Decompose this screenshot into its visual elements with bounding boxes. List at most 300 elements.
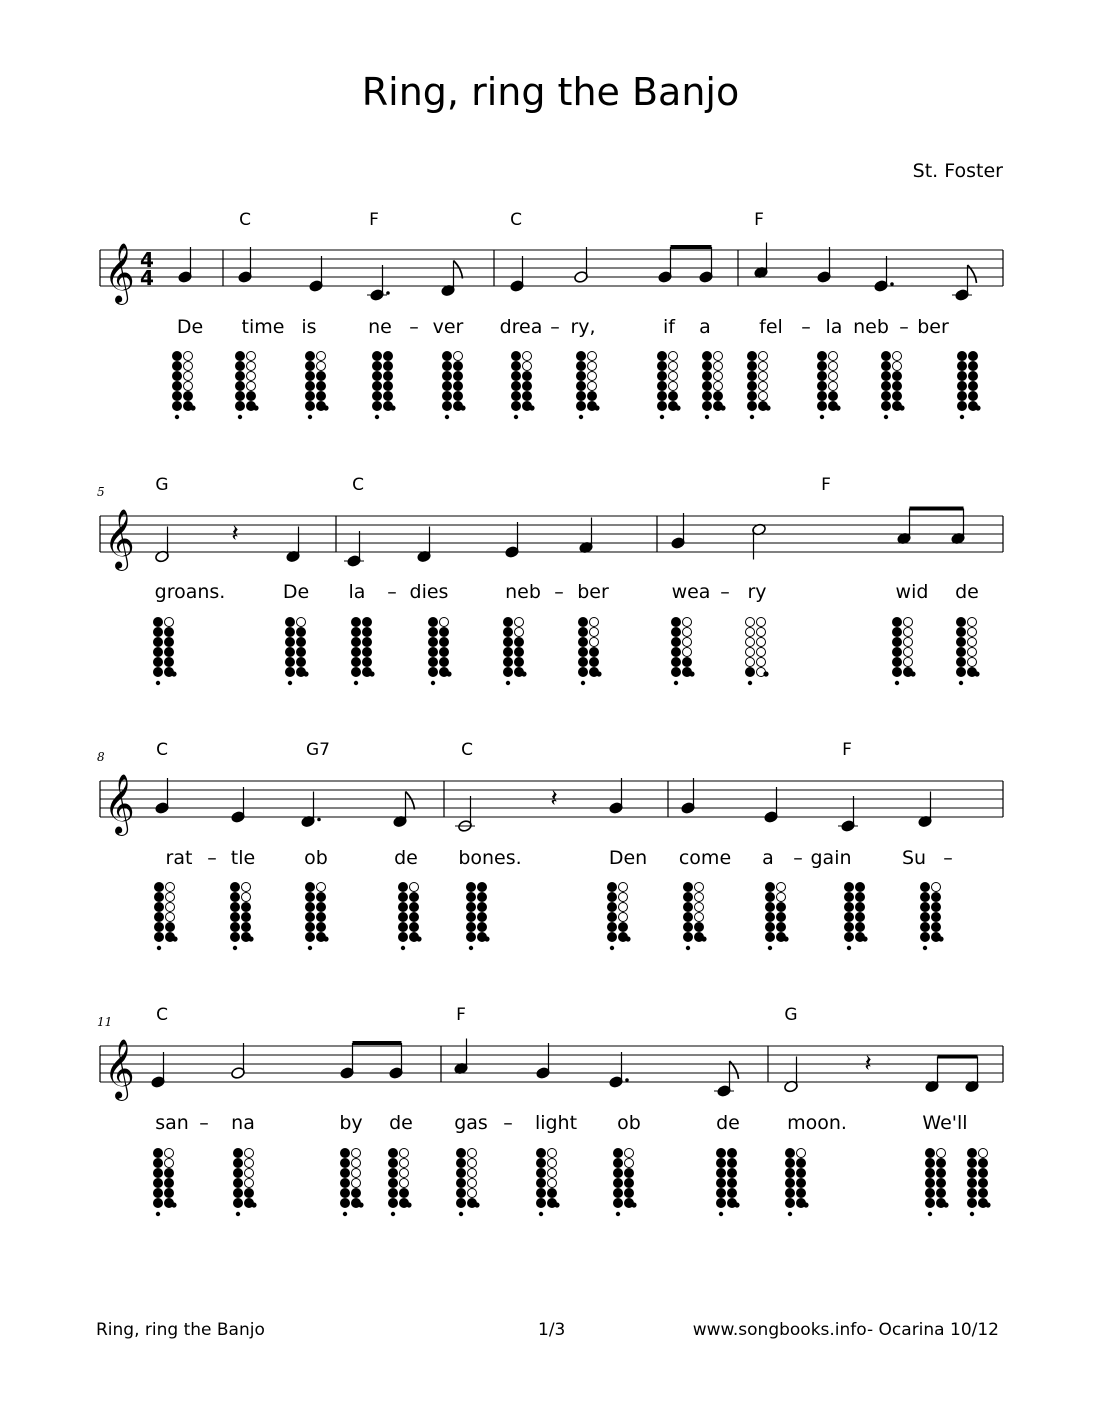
ocarina-fingering-icon — [154, 1149, 177, 1217]
thumb-hole — [484, 936, 489, 941]
fingering-hole — [625, 1169, 634, 1178]
fingering-hole — [717, 1159, 726, 1168]
fingering-hole — [373, 372, 382, 381]
fingering-hole — [317, 372, 326, 381]
fingering-hole — [389, 1179, 398, 1188]
ocarina-fingering-icon — [286, 618, 309, 686]
thumb-hole — [610, 946, 614, 950]
chord-symbol: C — [461, 740, 473, 760]
fingering-hole — [286, 658, 295, 667]
fingering-hole — [154, 1199, 163, 1208]
thumb-hole — [910, 671, 915, 676]
ocarina-fingering-icon — [882, 352, 905, 420]
fingering-hole — [242, 903, 251, 912]
fingering-hole — [454, 392, 463, 401]
fingering-hole — [968, 658, 977, 667]
thumb-hole — [303, 671, 308, 676]
fingering-hole — [317, 352, 326, 361]
lyric-syllable: if — [663, 316, 675, 338]
fingering-hole — [384, 372, 393, 381]
time-signature-bottom: 4 — [140, 266, 154, 290]
fingering-hole — [728, 1189, 737, 1198]
chord-symbol: C — [352, 475, 364, 495]
fingering-hole — [856, 883, 865, 892]
time-signature-top: 4 — [140, 248, 154, 272]
lyric-syllable: a — [699, 316, 711, 338]
fingering-hole — [625, 1159, 634, 1168]
fingering-hole — [829, 352, 838, 361]
fingering-hole — [306, 352, 315, 361]
thumb-hole — [157, 946, 161, 950]
lyric-syllable: gas — [454, 1112, 488, 1134]
thumb-hole — [596, 671, 601, 676]
fingering-hole — [757, 658, 766, 667]
fingering-hole — [173, 362, 182, 371]
fingering-hole — [165, 1159, 174, 1168]
fingering-hole — [317, 913, 326, 922]
fingering-hole — [236, 352, 245, 361]
fingering-hole — [467, 883, 476, 892]
fingering-hole — [373, 382, 382, 391]
ocarina-fingering-icon — [154, 618, 177, 686]
fingering-hole — [512, 392, 521, 401]
fingering-hole — [297, 638, 306, 647]
fingering-hole — [234, 1179, 243, 1188]
fingering-hole — [717, 1179, 726, 1188]
fingering-hole — [352, 628, 361, 637]
thumb-hole — [960, 415, 964, 419]
fingering-hole — [619, 893, 628, 902]
dot — [890, 282, 894, 286]
fingering-hole — [468, 1169, 477, 1178]
fingering-hole — [904, 638, 913, 647]
thumb-hole — [308, 415, 312, 419]
fingering-hole — [579, 618, 588, 627]
fingering-hole — [893, 668, 902, 677]
fingering-hole — [317, 392, 326, 401]
fingering-hole — [608, 893, 617, 902]
fingering-hole — [548, 1159, 557, 1168]
fingering-hole — [968, 1199, 977, 1208]
fingering-hole — [882, 402, 891, 411]
fingering-hole — [515, 618, 524, 627]
fingering-hole — [399, 923, 408, 932]
footer-source: www.songbooks.info- Ocarina 10/12 — [692, 1320, 999, 1340]
thumb-hole — [390, 405, 395, 410]
thumb-hole — [238, 415, 242, 419]
fingering-hole — [937, 1179, 946, 1188]
fingering-hole — [457, 1179, 466, 1188]
fingering-hole — [245, 1149, 254, 1158]
fingering-hole — [968, 1179, 977, 1188]
fingering-hole — [728, 1179, 737, 1188]
fingering-hole — [893, 618, 902, 627]
fingering-hole — [234, 1169, 243, 1178]
fingering-hole — [537, 1159, 546, 1168]
fingering-hole — [155, 893, 164, 902]
fingering-hole — [155, 933, 164, 942]
fingering-hole — [236, 382, 245, 391]
thumb-hole — [631, 1202, 636, 1207]
fingering-hole — [154, 1189, 163, 1198]
lyric-syllable: groans. — [154, 581, 226, 603]
thumb-hole — [156, 1212, 160, 1216]
thumb-hole — [369, 671, 374, 676]
fingering-hole — [786, 1189, 795, 1198]
fingering-hole — [797, 1189, 806, 1198]
fingering-hole — [399, 903, 408, 912]
fingering-hole — [893, 382, 902, 391]
lyric-syllable: de — [955, 581, 979, 603]
lyric-syllable: gain — [810, 847, 852, 869]
fingering-hole — [165, 648, 174, 657]
fingering-hole — [317, 362, 326, 371]
fingering-hole — [352, 658, 361, 667]
fingering-hole — [457, 1189, 466, 1198]
fingering-hole — [777, 913, 786, 922]
lyric-syllable: neb — [853, 316, 889, 338]
lyric-syllable: – — [554, 581, 564, 603]
fingering-hole — [672, 658, 681, 667]
fingering-hole — [537, 1199, 546, 1208]
fingering-hole — [957, 658, 966, 667]
fingering-hole — [926, 1169, 935, 1178]
fingering-hole — [247, 362, 256, 371]
fingering-hole — [454, 382, 463, 391]
thumb-hole — [820, 415, 824, 419]
fingering-hole — [669, 382, 678, 391]
fingering-hole — [306, 362, 315, 371]
fingering-hole — [845, 913, 854, 922]
fingering-hole — [717, 1189, 726, 1198]
fingering-hole — [757, 618, 766, 627]
fingering-hole — [234, 1149, 243, 1158]
fingering-hole — [579, 638, 588, 647]
ocarina-fingering-icon — [921, 883, 944, 951]
fingering-hole — [512, 352, 521, 361]
ocarina-fingering-icon — [512, 352, 535, 420]
chord-symbol: G — [155, 475, 169, 495]
fingering-hole — [384, 392, 393, 401]
fingering-hole — [166, 913, 175, 922]
fingering-hole — [515, 628, 524, 637]
fingering-hole — [231, 903, 240, 912]
fingering-hole — [893, 658, 902, 667]
fingering-hole — [234, 1189, 243, 1198]
fingering-hole — [467, 913, 476, 922]
fingering-hole — [684, 923, 693, 932]
thumb-hole — [514, 415, 518, 419]
ocarina-fingering-icon — [579, 618, 602, 686]
fingering-hole — [695, 883, 704, 892]
fingering-hole — [504, 638, 513, 647]
fingering-hole — [165, 1149, 174, 1158]
fingering-hole — [625, 1189, 634, 1198]
ocarina-fingering-icon — [373, 352, 396, 420]
lyric-syllable: na — [231, 1112, 255, 1134]
fingering-hole — [979, 1169, 988, 1178]
fingering-hole — [856, 903, 865, 912]
fingering-hole — [714, 382, 723, 391]
thumb-hole — [343, 1212, 347, 1216]
note-flag — [406, 792, 415, 810]
ocarina-fingering-icon — [614, 1149, 637, 1217]
fingering-hole — [537, 1169, 546, 1178]
thumb-hole — [748, 681, 752, 685]
fingering-hole — [306, 382, 315, 391]
fingering-hole — [921, 923, 930, 932]
fingering-hole — [683, 658, 692, 667]
fingering-hole — [352, 668, 361, 677]
ocarina-fingering-icon — [893, 618, 916, 686]
fingering-hole — [748, 352, 757, 361]
fingering-hole — [389, 1159, 398, 1168]
fingering-hole — [234, 1159, 243, 1168]
thumb-hole — [190, 405, 195, 410]
thumb-hole — [768, 946, 772, 950]
fingering-hole — [766, 903, 775, 912]
thumb-hole — [248, 936, 253, 941]
fingering-hole — [454, 362, 463, 371]
fingering-hole — [746, 628, 755, 637]
fingering-hole — [341, 1199, 350, 1208]
fingering-hole — [478, 913, 487, 922]
thumb-hole — [675, 405, 680, 410]
thumb-hole — [445, 415, 449, 419]
measure-number: 5 — [97, 485, 105, 499]
fingering-hole — [234, 1199, 243, 1208]
fingering-hole — [786, 1169, 795, 1178]
thumb-hole — [171, 1202, 176, 1207]
fingering-hole — [619, 883, 628, 892]
ocarina-fingering-icon — [341, 1149, 364, 1217]
page-number: 1/3 — [538, 1320, 566, 1340]
thumb-hole — [975, 405, 980, 410]
fingering-hole — [454, 372, 463, 381]
fingering-hole — [523, 362, 532, 371]
lyric-syllable: de — [716, 1112, 740, 1134]
fingering-hole — [297, 648, 306, 657]
fingering-hole — [363, 638, 372, 647]
fingering-hole — [619, 923, 628, 932]
fingering-hole — [590, 618, 599, 627]
fingering-hole — [614, 1159, 623, 1168]
thumb-hole — [660, 415, 664, 419]
dot — [625, 1078, 629, 1082]
fingering-hole — [625, 1179, 634, 1188]
fingering-hole — [173, 372, 182, 381]
fingering-hole — [818, 362, 827, 371]
lyric-syllable: dies — [409, 581, 449, 603]
fingering-hole — [766, 923, 775, 932]
thumb-hole — [625, 936, 630, 941]
fingering-hole — [457, 1149, 466, 1158]
chord-symbol: F — [754, 210, 764, 230]
fingering-hole — [669, 362, 678, 371]
ocarina-fingering-icon — [306, 352, 329, 420]
fingering-hole — [958, 392, 967, 401]
fingering-hole — [904, 658, 913, 667]
chord-symbol: C — [156, 740, 168, 760]
fingering-hole — [958, 372, 967, 381]
measure-number: 8 — [97, 750, 105, 764]
fingering-hole — [757, 648, 766, 657]
fingering-hole — [577, 372, 586, 381]
fingering-hole — [247, 382, 256, 391]
fingering-hole — [683, 648, 692, 657]
fingering-hole — [306, 903, 315, 912]
fingering-hole — [523, 372, 532, 381]
fingering-hole — [684, 883, 693, 892]
fingering-hole — [363, 658, 372, 667]
thumb-hole — [469, 946, 473, 950]
fingering-hole — [968, 1159, 977, 1168]
thumb-hole — [474, 1202, 479, 1207]
fingering-hole — [757, 638, 766, 647]
thumb-hole — [579, 415, 583, 419]
fingering-hole — [317, 883, 326, 892]
fingering-hole — [957, 648, 966, 657]
fingering-hole — [882, 362, 891, 371]
lyric-syllable: fel — [759, 316, 783, 338]
fingering-hole — [786, 1179, 795, 1188]
fingering-hole — [608, 903, 617, 912]
thumb-hole — [539, 1212, 543, 1216]
fingering-hole — [684, 903, 693, 912]
fingering-hole — [684, 893, 693, 902]
fingering-hole — [236, 402, 245, 411]
fingering-hole — [748, 362, 757, 371]
fingering-hole — [286, 618, 295, 627]
lyric-syllable: ob — [304, 847, 328, 869]
thumb-hole — [970, 1212, 974, 1216]
fingering-hole — [845, 923, 854, 932]
fingering-hole — [399, 913, 408, 922]
ocarina-fingering-icon — [457, 1149, 480, 1217]
thumb-hole — [720, 405, 725, 410]
fingering-hole — [818, 382, 827, 391]
fingering-hole — [714, 362, 723, 371]
fingering-hole — [389, 1149, 398, 1158]
fingering-hole — [683, 618, 692, 627]
ocarina-fingering-icon — [957, 618, 980, 686]
ocarina-fingering-icon — [958, 352, 981, 420]
fingering-hole — [504, 618, 513, 627]
fingering-hole — [777, 923, 786, 932]
fingering-hole — [317, 893, 326, 902]
fingering-hole — [746, 638, 755, 647]
fingering-hole — [154, 638, 163, 647]
thumb-hole — [835, 405, 840, 410]
fingering-hole — [165, 1179, 174, 1188]
fingering-hole — [245, 1169, 254, 1178]
fingering-hole — [440, 648, 449, 657]
fingering-hole — [154, 1179, 163, 1188]
thumb-hole — [401, 946, 405, 950]
fingering-hole — [921, 893, 930, 902]
thumb-hole — [734, 1202, 739, 1207]
fingering-hole — [588, 372, 597, 381]
thumb-hole — [938, 936, 943, 941]
fingering-hole — [440, 658, 449, 667]
fingering-hole — [242, 893, 251, 902]
fingering-hole — [614, 1169, 623, 1178]
fingering-hole — [759, 382, 768, 391]
fingering-hole — [341, 1149, 350, 1158]
thumb-hole — [554, 1202, 559, 1207]
fingering-hole — [969, 392, 978, 401]
thumb-hole — [928, 1212, 932, 1216]
fingering-hole — [166, 923, 175, 932]
fingering-hole — [728, 1159, 737, 1168]
fingering-hole — [512, 372, 521, 381]
thumb-hole — [406, 1202, 411, 1207]
fingering-hole — [893, 372, 902, 381]
fingering-hole — [746, 668, 755, 677]
fingering-hole — [614, 1179, 623, 1188]
fingering-hole — [478, 903, 487, 912]
fingering-hole — [410, 883, 419, 892]
fingering-hole — [467, 903, 476, 912]
ocarina-fingering-icon — [748, 352, 771, 420]
fingering-hole — [979, 1149, 988, 1158]
fingering-hole — [786, 1159, 795, 1168]
thumb-hole — [705, 415, 709, 419]
ocarina-fingering-icon — [173, 352, 196, 420]
lyric-syllable: ver — [432, 316, 464, 338]
fingering-hole — [515, 638, 524, 647]
fingering-hole — [893, 638, 902, 647]
fingering-hole — [882, 382, 891, 391]
ocarina-fingering-icon — [818, 352, 841, 420]
fingering-hole — [845, 933, 854, 942]
ocarina-fingering-icon — [658, 352, 681, 420]
fingering-hole — [969, 352, 978, 361]
fingering-hole — [590, 628, 599, 637]
thumb-hole — [236, 1212, 240, 1216]
thumb-hole — [763, 671, 768, 676]
fingering-hole — [399, 933, 408, 942]
fingering-hole — [504, 658, 513, 667]
fingering-hole — [236, 392, 245, 401]
fingering-hole — [154, 648, 163, 657]
fingering-hole — [937, 1149, 946, 1158]
lyric-syllable: – — [720, 581, 730, 603]
fingering-hole — [363, 648, 372, 657]
thumb-hole — [895, 681, 899, 685]
fingering-hole — [882, 372, 891, 381]
lyric-syllable: tle — [230, 847, 256, 869]
fingering-hole — [429, 658, 438, 667]
fingering-hole — [184, 372, 193, 381]
fingering-hole — [389, 1169, 398, 1178]
fingering-hole — [504, 648, 513, 657]
lyric-syllable: wea — [671, 581, 711, 603]
fingering-hole — [478, 883, 487, 892]
fingering-hole — [352, 618, 361, 627]
thumb-hole — [862, 936, 867, 941]
lyric-syllable: rat — [165, 847, 193, 869]
fingering-hole — [766, 913, 775, 922]
fingering-hole — [341, 1189, 350, 1198]
fingering-hole — [968, 648, 977, 657]
thumb-hole — [431, 681, 435, 685]
fingering-hole — [165, 638, 174, 647]
fingering-hole — [717, 1199, 726, 1208]
ocarina-fingering-icon — [389, 1149, 412, 1217]
fingering-hole — [247, 372, 256, 381]
fingering-hole — [608, 883, 617, 892]
